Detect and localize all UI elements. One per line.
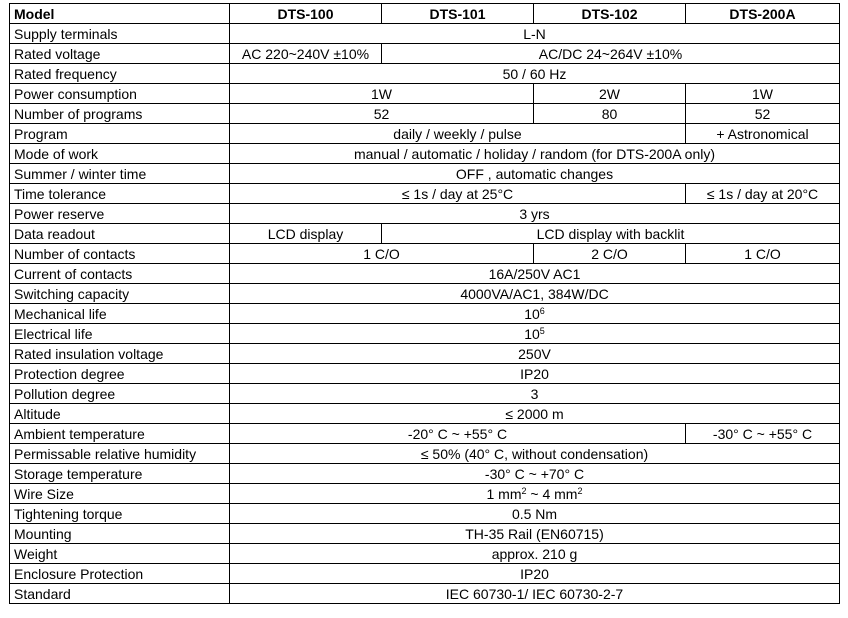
superscript: 2 (521, 485, 527, 496)
value-cell (230, 504, 840, 524)
table-row (10, 64, 840, 84)
value-text: 16A/250V AC1 (488, 265, 581, 282)
value-text: L-N (523, 25, 546, 42)
value-text: 1 C/O (744, 245, 781, 262)
header-model-dts-200a: DTS-200A (686, 4, 840, 24)
table-row (10, 84, 840, 104)
value-cell (230, 184, 686, 204)
value-text: + Astronomical (716, 125, 809, 142)
row-label: Weight (10, 544, 230, 564)
row-label: Time tolerance (10, 184, 230, 204)
table-row (10, 364, 840, 384)
value-cell (686, 84, 840, 104)
value-text: 52 (754, 105, 771, 122)
header-model-dts-101: DTS-101 (382, 4, 534, 24)
superscript: 2 (577, 485, 583, 496)
value-cell (686, 244, 840, 264)
table-row (10, 504, 840, 524)
value-cell (230, 24, 840, 44)
value-text: 2W (599, 85, 620, 102)
row-label: Current of contacts (10, 264, 230, 284)
value-cell (230, 524, 840, 544)
spec-table-body (10, 24, 840, 604)
value-cell (230, 384, 840, 404)
row-label: Number of programs (10, 104, 230, 124)
value-text: -20° C ~ +55° C (407, 425, 508, 442)
row-label: Data readout (10, 224, 230, 244)
value-text: IP20 (520, 565, 549, 582)
value-cell (230, 484, 840, 504)
value-text: -30° C ~ +70° C (484, 465, 585, 482)
value-text: 0.5 Nm (511, 505, 558, 522)
value-cell (230, 464, 840, 484)
value-cell (230, 144, 840, 164)
value-cell (534, 84, 686, 104)
row-label: Mode of work (10, 144, 230, 164)
value-cell (230, 284, 840, 304)
value-text: 2 C/O (591, 245, 628, 262)
value-cell (230, 404, 840, 424)
table-row (10, 284, 840, 304)
table-row (10, 344, 840, 364)
header-model-label: Model (10, 4, 230, 24)
row-label: Summer / winter time (10, 164, 230, 184)
value-cell (230, 244, 534, 264)
table-row (10, 264, 840, 284)
table-row (10, 424, 840, 444)
value-text: 1 mm (486, 485, 522, 502)
value-text: 52 (373, 105, 390, 122)
value-cell (230, 444, 840, 464)
table-row (10, 484, 840, 504)
table-row (10, 44, 840, 64)
value-cell (382, 224, 840, 244)
value-text: IP20 (520, 365, 549, 382)
value-cell (230, 44, 382, 64)
value-text: 1 C/O (363, 245, 400, 262)
row-label: Supply terminals (10, 24, 230, 44)
row-label: Rated voltage (10, 44, 230, 64)
table-row (10, 584, 840, 604)
row-label: Enclosure Protection (10, 564, 230, 584)
header-model-dts-100: DTS-100 (230, 4, 382, 24)
table-row (10, 244, 840, 264)
value-text: 80 (601, 105, 618, 122)
value-cell (230, 304, 840, 324)
value-cell (230, 124, 686, 144)
row-label: Program (10, 124, 230, 144)
row-label: Electrical life (10, 324, 230, 344)
row-label: Pollution degree (10, 384, 230, 404)
row-label: Mounting (10, 524, 230, 544)
table-row (10, 524, 840, 544)
row-label: Power consumption (10, 84, 230, 104)
value-cell (230, 64, 840, 84)
row-label: Protection degree (10, 364, 230, 384)
value-text: 1W (752, 85, 773, 102)
value-cell (686, 424, 840, 444)
value-cell (230, 344, 840, 364)
value-text: 3 (530, 385, 539, 402)
value-text: 3 yrs (519, 205, 550, 222)
row-label: Tightening torque (10, 504, 230, 524)
value-text: LCD display with backlit (536, 225, 685, 242)
value-cell (230, 204, 840, 224)
row-label: Rated frequency (10, 64, 230, 84)
value-text: approx. 210 g (491, 545, 578, 562)
value-text: 50 / 60 Hz (502, 65, 567, 82)
value-text: daily / weekly / pulse (393, 125, 522, 142)
superscript: 5 (539, 325, 545, 336)
table-row (10, 564, 840, 584)
row-label: Permissable relative humidity (10, 444, 230, 464)
header-model-dts-102: DTS-102 (534, 4, 686, 24)
value-text: IEC 60730-1/ IEC 60730-2-7 (445, 585, 624, 602)
value-cell (534, 104, 686, 124)
value-text: manual / automatic / holiday / random (for DTS-200A only) (353, 145, 716, 162)
value-cell (230, 164, 840, 184)
row-label: Altitude (10, 404, 230, 424)
value-cell (686, 184, 840, 204)
row-label: Power reserve (10, 204, 230, 224)
value-cell (230, 224, 382, 244)
table-row (10, 204, 840, 224)
table-row (10, 144, 840, 164)
value-cell (230, 264, 840, 284)
row-label: Mechanical life (10, 304, 230, 324)
row-label: Wire Size (10, 484, 230, 504)
value-text: AC 220~240V ±10% (241, 45, 370, 62)
value-text: OFF , automatic changes (455, 165, 614, 182)
value-cell (230, 584, 840, 604)
table-row (10, 404, 840, 424)
value-text: AC/DC 24~264V ±10% (538, 45, 683, 62)
value-cell (686, 104, 840, 124)
value-text: LCD display (267, 225, 344, 242)
table-row (10, 444, 840, 464)
table-row (10, 324, 840, 344)
value-cell (382, 44, 840, 64)
value-text: -30° C ~ +55° C (712, 425, 813, 442)
value-text: ≤ 50% (40° C, without condensation) (420, 445, 649, 462)
table-row (10, 464, 840, 484)
value-text: 10 (524, 305, 540, 322)
row-label: Rated insulation voltage (10, 344, 230, 364)
value-cell (230, 104, 534, 124)
value-text: ≤ 1s / day at 25°C (401, 185, 514, 202)
value-cell (230, 84, 534, 104)
row-label: Standard (10, 584, 230, 604)
table-row (10, 224, 840, 244)
table-row (10, 184, 840, 204)
table-row (10, 544, 840, 564)
row-label: Number of contacts (10, 244, 230, 264)
value-text: TH-35 Rail (EN60715) (465, 525, 604, 542)
spec-table (9, 3, 840, 604)
value-text: 1W (371, 85, 392, 102)
superscript: 6 (539, 305, 545, 316)
row-label: Switching capacity (10, 284, 230, 304)
value-text: 10 (524, 325, 540, 342)
table-row (10, 124, 840, 144)
value-text: ~ 4 mm (526, 485, 578, 502)
table-row (10, 24, 840, 44)
value-cell (686, 124, 840, 144)
value-text: 4000VA/AC1, 384W/DC (460, 285, 609, 302)
table-row (10, 304, 840, 324)
value-cell (534, 244, 686, 264)
row-label: Storage temperature (10, 464, 230, 484)
table-row (10, 384, 840, 404)
header-row (10, 4, 840, 24)
value-cell (230, 544, 840, 564)
value-cell (230, 324, 840, 344)
table-row (10, 164, 840, 184)
value-text: 250V (518, 345, 551, 362)
row-label: Ambient temperature (10, 424, 230, 444)
value-text: ≤ 1s / day at 20°C (706, 185, 819, 202)
value-cell (230, 424, 686, 444)
value-text: ≤ 2000 m (505, 405, 564, 422)
value-cell (230, 364, 840, 384)
table-row (10, 104, 840, 124)
value-cell (230, 564, 840, 584)
